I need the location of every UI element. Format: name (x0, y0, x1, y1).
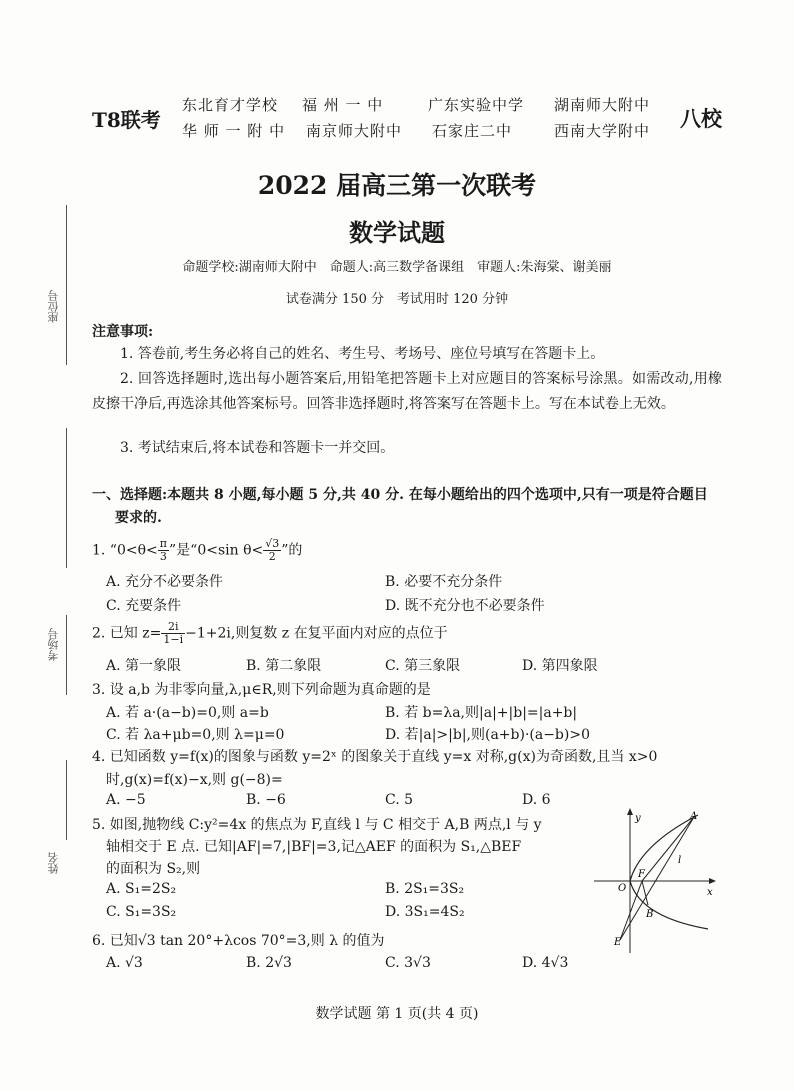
side-label-room: 考场号 (47, 628, 60, 661)
credits-line: 命题学校:湖南师大附中 命题人:高三数学备课组 审题人:朱海棠、谢美丽 (182, 260, 612, 275)
exam-subtitle: 数学试题 (349, 218, 445, 247)
notice-item-3: 3. 考试结束后,将本试卷和答题卡一并交回。 (120, 440, 395, 456)
question-2-stem: 2. 已知 z= $\frac{2i}{1-i}$ −1+2i,则复数 z 在复平面内对应的点位于 (92, 620, 448, 646)
notice-item-2: 2. 回答选择题时,选出每小题答案后,用铅笔把答题卡上对应题目的答案标号涂黑。如需改动,用橡皮擦干净后,再选涂其他答案标号。回答非选择题时,将答案写在答题卡上。写在本试卷上无效。 (92, 371, 722, 412)
label-x: x (707, 887, 713, 898)
label-a: A (690, 811, 698, 822)
q5-option-b: B. 2S₁=3S₂ (385, 881, 465, 897)
school-name: 广东实验中学 (428, 96, 525, 114)
q5-option-a: A. S₁=2S₂ (106, 881, 177, 897)
question-5-stem-cont2: 的面积为 S₂,则 (106, 861, 201, 877)
question-6-stem: 6. 已知√3 tan 20°+λcos 70°=3,则 λ 的值为 (92, 933, 385, 949)
question-4-stem: 4. 已知函数 y=f(x)的图象与函数 y=2ˣ 的图象关于直线 y=x 对称,g(x)为奇函数,且当 x>0 (92, 749, 658, 765)
q4-option-d: D. 6 (522, 792, 551, 808)
parabola-figure (590, 805, 720, 955)
exam-title: 2022 届高三第一次联考 (257, 171, 537, 200)
binding-line (66, 205, 67, 365)
q1-option-a: A. 充分不必要条件 (106, 574, 224, 590)
q6-option-a: A. √3 (106, 955, 143, 971)
q3-option-c: C. 若 λa+μb=0,则 λ=μ=0 (106, 727, 285, 743)
question-5-stem-cont: 轴相交于 E 点. 已知|AF|=7,|BF|=3,记△AEF 的面积为 S₁,△BEF (106, 839, 522, 855)
school-name: 福 州 一 中 (302, 96, 384, 114)
question-1-stem: 1. “0<θ< $\frac{\pi}{3}$ ”是“0<sin θ< $\frac{√3}{2}$ ”的 (92, 537, 303, 563)
q5-option-d: D. 3S₁=4S₂ (385, 904, 465, 920)
label-o: O (618, 883, 627, 894)
q6-option-d: D. 4√3 (522, 955, 569, 971)
question-4-stem-cont: 时,g(x)=f(x)−x,则 g(−8)= (106, 772, 283, 788)
header-right-label: 八校 (680, 106, 722, 131)
binding-line (66, 615, 67, 695)
section-heading: 一、选择题:本题共 8 小题,每小题 5 分,共 40 分. 在每小题给出的四个选项中,只有一项是符合题目 (92, 487, 708, 503)
school-name: 华 师 一 附 中 (182, 122, 286, 140)
q3-option-b: B. 若 b=λa,则|a|+|b|=|a+b| (385, 705, 578, 721)
q6-option-b: B. 2√3 (246, 955, 292, 971)
question-3-stem: 3. 设 a,b 为非零向量,λ,μ∈R,则下列命题为真命题的是 (92, 682, 431, 698)
q2-option-c: C. 第三象限 (385, 658, 461, 674)
q4-option-b: B. −6 (246, 792, 286, 808)
label-f: F (638, 869, 645, 880)
label-l: l (678, 855, 682, 866)
notice-heading: 注意事项: (92, 324, 154, 340)
school-name: 南京师大附中 (306, 122, 403, 140)
header-left-label: T8联考 (92, 108, 161, 132)
school-name: 石家庄二中 (432, 122, 513, 140)
notice-item-1: 1. 答卷前,考生务必将自己的姓名、考生号、考场号、座位号填写在答题卡上。 (120, 346, 605, 362)
school-name: 西南大学附中 (554, 122, 651, 140)
q4-option-c: C. 5 (385, 792, 414, 808)
q2-option-a: A. 第一象限 (106, 658, 182, 674)
q6-option-c: C. 3√3 (385, 955, 431, 971)
exam-info: 试卷满分 150 分 考试用时 120 分钟 (285, 292, 509, 307)
q4-option-a: A. −5 (106, 792, 146, 808)
school-name: 东北育才学校 (182, 96, 279, 114)
label-y: y (635, 813, 641, 824)
side-label-name: 姓名 (47, 852, 60, 874)
binding-line (66, 760, 67, 840)
q3-option-d: D. 若|a|>|b|,则(a+b)·(a−b)>0 (385, 727, 590, 743)
q1-option-c: C. 充要条件 (106, 598, 182, 614)
q1-option-b: B. 必要不充分条件 (385, 574, 503, 590)
q3-option-a: A. 若 a·(a−b)=0,则 a=b (106, 705, 269, 721)
binding-line (66, 428, 67, 568)
section-heading-cont: 要求的. (115, 510, 162, 526)
q2-option-b: B. 第二象限 (246, 658, 322, 674)
x-axis-arrow (709, 878, 716, 884)
q5-option-c: C. S₁=3S₂ (106, 904, 177, 920)
label-e: E (614, 937, 622, 948)
y-axis-arrow (627, 808, 633, 815)
page-footer: 数学试题 第 1 页(共 4 页) (315, 1006, 479, 1022)
q2-option-d: D. 第四象限 (522, 658, 598, 674)
q1-option-d: D. 既不充分也不必要条件 (385, 598, 545, 614)
label-b: B (646, 909, 654, 920)
question-5-stem: 5. 如图,抛物线 C:y²=4x 的焦点为 F,直线 l 与 C 相交于 A,B 两点,l 与 y (92, 817, 542, 833)
side-label-seat: 座位号 (47, 290, 60, 323)
school-name: 湖南师大附中 (554, 96, 651, 114)
